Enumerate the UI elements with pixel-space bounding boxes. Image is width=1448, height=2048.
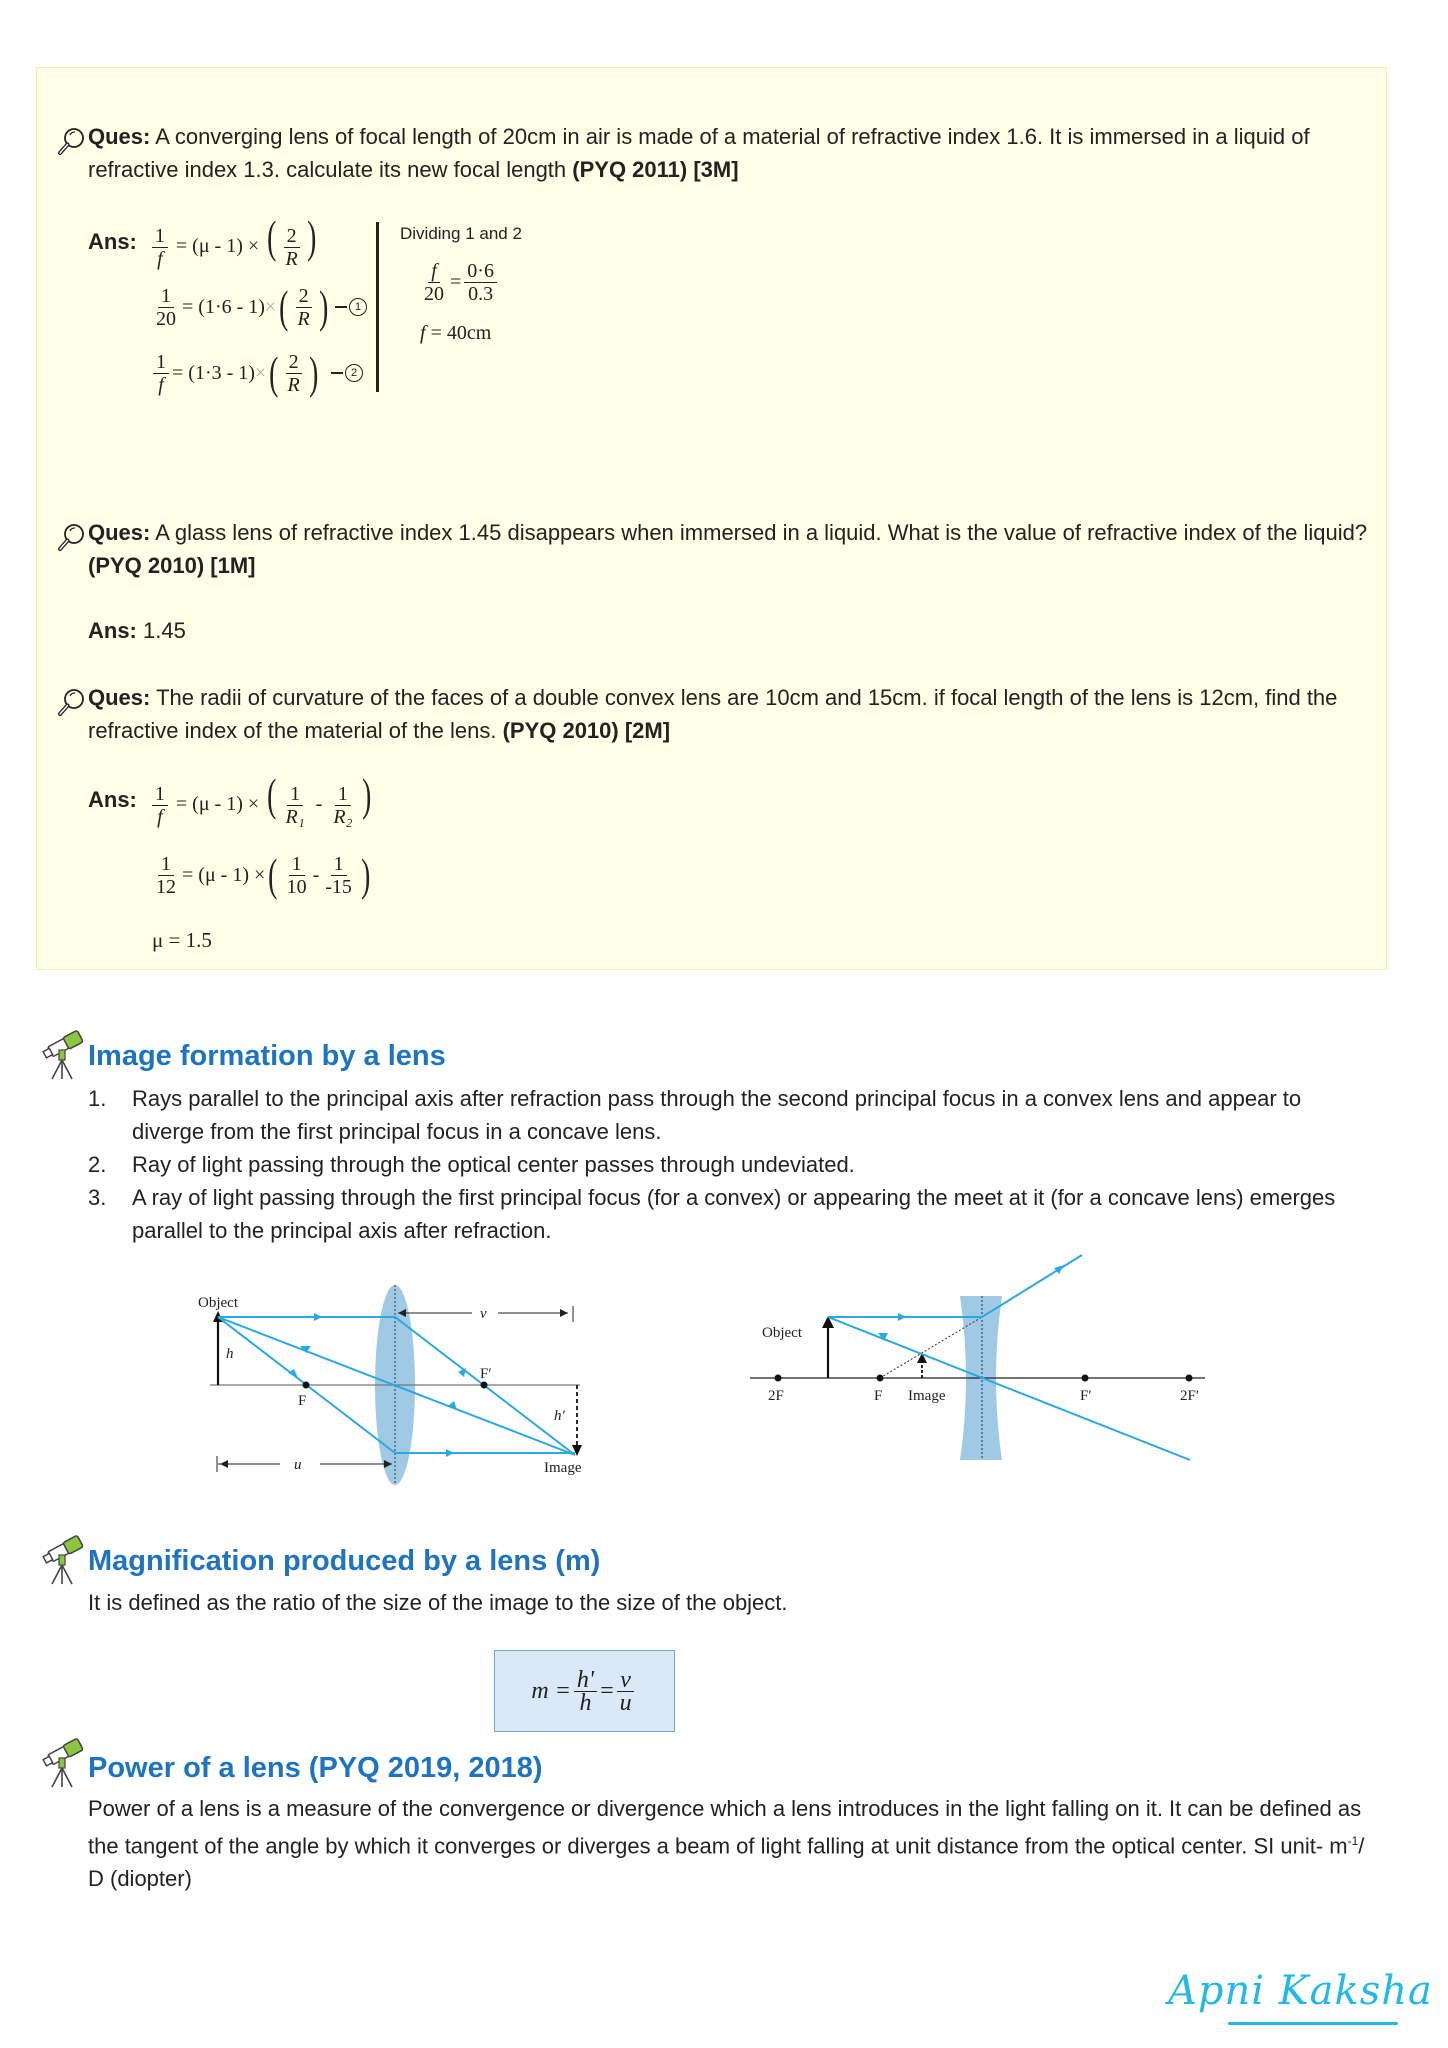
label-v: v <box>480 1306 487 1322</box>
frac-den: R <box>285 247 298 270</box>
frac-den: R₁ <box>285 805 305 828</box>
power-text: Power of a lens is a measure of the convergence or divergence which a lens introduces in the light falling on it. It can be defined as the tangent of the angle by which it converges or diverges a beam of light falling at unit distance from the optical center. SI unit- m <box>88 1796 1362 1859</box>
label-image: Image <box>908 1388 946 1404</box>
q1-answer-eq2: $\frac{1}{20}$ = (1·6 - 1) × ( $\frac{2}{R}$ ) 1 <box>150 284 367 330</box>
frac-num: 1 <box>152 225 168 248</box>
list-item <box>88 1181 1378 1247</box>
magnifier-icon <box>56 522 86 552</box>
q3-result: μ = 1.5 <box>152 928 212 952</box>
label-image: Image <box>544 1460 582 1476</box>
magnification-definition: It is defined as the ratio of the size of the image to the size of the object. <box>88 1590 788 1615</box>
label-object: Object <box>762 1325 802 1341</box>
frac-num: 1 <box>289 853 305 876</box>
label-2f-prime: 2F′ <box>1180 1388 1200 1404</box>
convex-lens-ray-diagram <box>190 1280 610 1500</box>
list-text: Ray of light passing through the optical center passes through undeviated. <box>132 1152 855 1177</box>
telescope-icon <box>40 1738 86 1790</box>
label-h-prime: h′ <box>554 1408 565 1424</box>
var-f: f <box>420 322 426 344</box>
label-u: u <box>294 1457 302 1473</box>
answer-value: 1.45 <box>143 618 186 643</box>
times-sign: × <box>254 361 267 384</box>
brand-logo: Apni Kaksha <box>1168 1968 1433 2014</box>
list-number: 1. <box>88 1086 107 1111</box>
label-f-prime: F′ <box>480 1366 492 1382</box>
label-h: h <box>226 1346 234 1362</box>
frac-den: u <box>619 1689 632 1716</box>
frac-num: 1 <box>153 351 169 374</box>
magnifier-icon <box>56 126 86 156</box>
label-f-prime: F′ <box>1080 1388 1092 1404</box>
section-title-power: Power of a lens (PYQ 2019, 2018) <box>88 1752 543 1784</box>
frac-num: 1 <box>331 853 347 876</box>
question-tag: (PYQ 2010) [2M] <box>502 718 671 743</box>
eq-rhs: = (μ - 1) × <box>182 863 266 886</box>
label-2f: 2F <box>768 1388 784 1404</box>
telescope-icon <box>40 1030 86 1082</box>
magnifier-icon <box>56 687 86 717</box>
frac-num: 1 <box>158 285 174 308</box>
frac-den: f <box>158 373 164 396</box>
side-title: Dividing 1 and 2 <box>400 224 522 243</box>
frac-den: R₂ <box>333 805 353 828</box>
frac-den: -15 <box>325 875 352 898</box>
equals: = <box>450 271 462 293</box>
frac-den: 0.3 <box>468 283 494 305</box>
side-eq1 <box>418 260 500 305</box>
question-label: Ques: <box>88 124 151 149</box>
frac-den: 20 <box>156 307 176 330</box>
frac-den: 12 <box>156 875 176 898</box>
frac-den: f <box>157 247 163 270</box>
minus: - <box>315 793 323 815</box>
minus: - <box>312 863 320 886</box>
frac-den: f <box>157 805 163 828</box>
times-sign: × <box>264 295 277 318</box>
answer-label: Ans: <box>88 786 137 812</box>
section-title-image-formation: Image formation by a lens <box>88 1040 446 1072</box>
equation-marker: 2 <box>345 364 363 382</box>
list-number: 2. <box>88 1152 107 1177</box>
list-text: Rays parallel to the principal axis after refraction pass through the second principal focus in a convex lens and appear to diverge from the first principal focus in a concave lens. <box>132 1086 1302 1144</box>
question-text: A converging lens of focal length of 20cm in air is made of a material of refractive index 1.6. It is immersed in a liquid of refractive index 1.3. calculate its new focal length <box>88 124 1310 182</box>
frac-num: 2 <box>296 285 312 308</box>
frac-num: f <box>428 260 440 283</box>
answer-label: Ans: <box>88 228 137 254</box>
label-f: F <box>298 1393 307 1409</box>
question-text: The radii of curvature of the faces of a double convex lens are 10cm and 15cm. if focal length of the lens is 12cm, find the refractive index of the material of the lens. <box>88 685 1338 743</box>
divider-line <box>376 222 379 392</box>
question-tag: (PYQ 2011) [3M] <box>572 157 739 182</box>
frac-num: 1 <box>152 783 168 806</box>
frac-num: 1 <box>335 783 351 806</box>
question-label: Ques: <box>88 520 151 545</box>
q1-answer-eq1: Ans: $\frac{1}{f}$ = (μ - 1) × ( $\frac{2}{R}$ ) <box>88 211 316 270</box>
answer-label: Ans: <box>88 618 137 643</box>
list-item <box>88 1148 1378 1181</box>
eq-rhs: = (μ - 1) × <box>175 793 260 815</box>
question-text: A glass lens of refractive index 1.45 disappears when immersed in a liquid. What is the value of refractive index of the liquid? <box>155 520 1368 545</box>
frac-den: 20 <box>424 283 444 305</box>
q2-answer <box>88 614 1368 647</box>
eq-result: = 40cm <box>430 322 492 344</box>
label-f: F <box>874 1388 883 1404</box>
section-title-magnification: Magnification produced by a lens (m) <box>88 1545 601 1577</box>
equation-marker: 1 <box>349 298 367 316</box>
eq-rhs: = (μ - 1) × <box>175 235 260 257</box>
concave-lens-ray-diagram <box>740 1250 1220 1470</box>
frac-den: R <box>287 373 300 396</box>
frac-den: R <box>297 307 310 330</box>
frac-num: 0·6 <box>464 260 497 283</box>
frac-num: v <box>617 1669 634 1692</box>
side-eq2 <box>420 322 491 345</box>
telescope-icon <box>40 1535 86 1587</box>
question-2 <box>88 516 1368 582</box>
magnification-formula <box>494 1650 675 1732</box>
frac-den: 10 <box>286 875 307 898</box>
frac-num: 1 <box>287 783 303 806</box>
frac-num: 2 <box>284 225 300 248</box>
question-label: Ques: <box>88 685 151 710</box>
list-item <box>88 1082 1378 1148</box>
list-number: 3. <box>88 1185 107 1210</box>
frac-num: h' <box>574 1669 597 1692</box>
brand-underline <box>1228 2022 1398 2025</box>
unit-superscript: -1 <box>1347 1834 1359 1848</box>
q3-answer-eq2: $\frac{1}{12}$ = (μ - 1) × ( $\frac{1}{10}$ - $\frac{1}{-15}$ ) <box>150 852 373 898</box>
eq-rhs: = (1·3 - 1) <box>172 361 255 384</box>
question-tag: (PYQ 2010) [1M] <box>88 553 256 578</box>
list-text: A ray of light passing through the first principal focus (for a convex) or appearing the meet at it (for a concave lens) emerges parallel to the principal axis after refraction. <box>132 1185 1336 1243</box>
equals: = <box>600 1677 614 1704</box>
label-object: Object <box>198 1295 238 1311</box>
power-definition <box>88 1792 1378 1895</box>
eq-rhs: = (1·6 - 1) <box>182 295 265 318</box>
q3-answer-eq1: Ans: $\frac{1}{f}$ = (μ - 1) × ( $\frac{1}{\text{R₁}}$ - $\frac{1}{\text{R₂}}$ ) <box>88 769 371 828</box>
frac-den: h <box>579 1689 592 1716</box>
question-3 <box>88 681 1368 747</box>
unit-rest: / D (diopter) <box>88 1833 1365 1892</box>
frac-num: 2 <box>286 351 302 374</box>
frac-num: 1 <box>158 853 174 876</box>
image-formation-rules <box>88 1082 1378 1247</box>
question-1 <box>88 120 1368 186</box>
formula-lhs: m = <box>531 1677 571 1704</box>
q1-answer-eq3: $\frac{1}{f}$ = (1·3 - 1) × ( $\frac{2}{R}$ ) 2 <box>150 350 363 396</box>
